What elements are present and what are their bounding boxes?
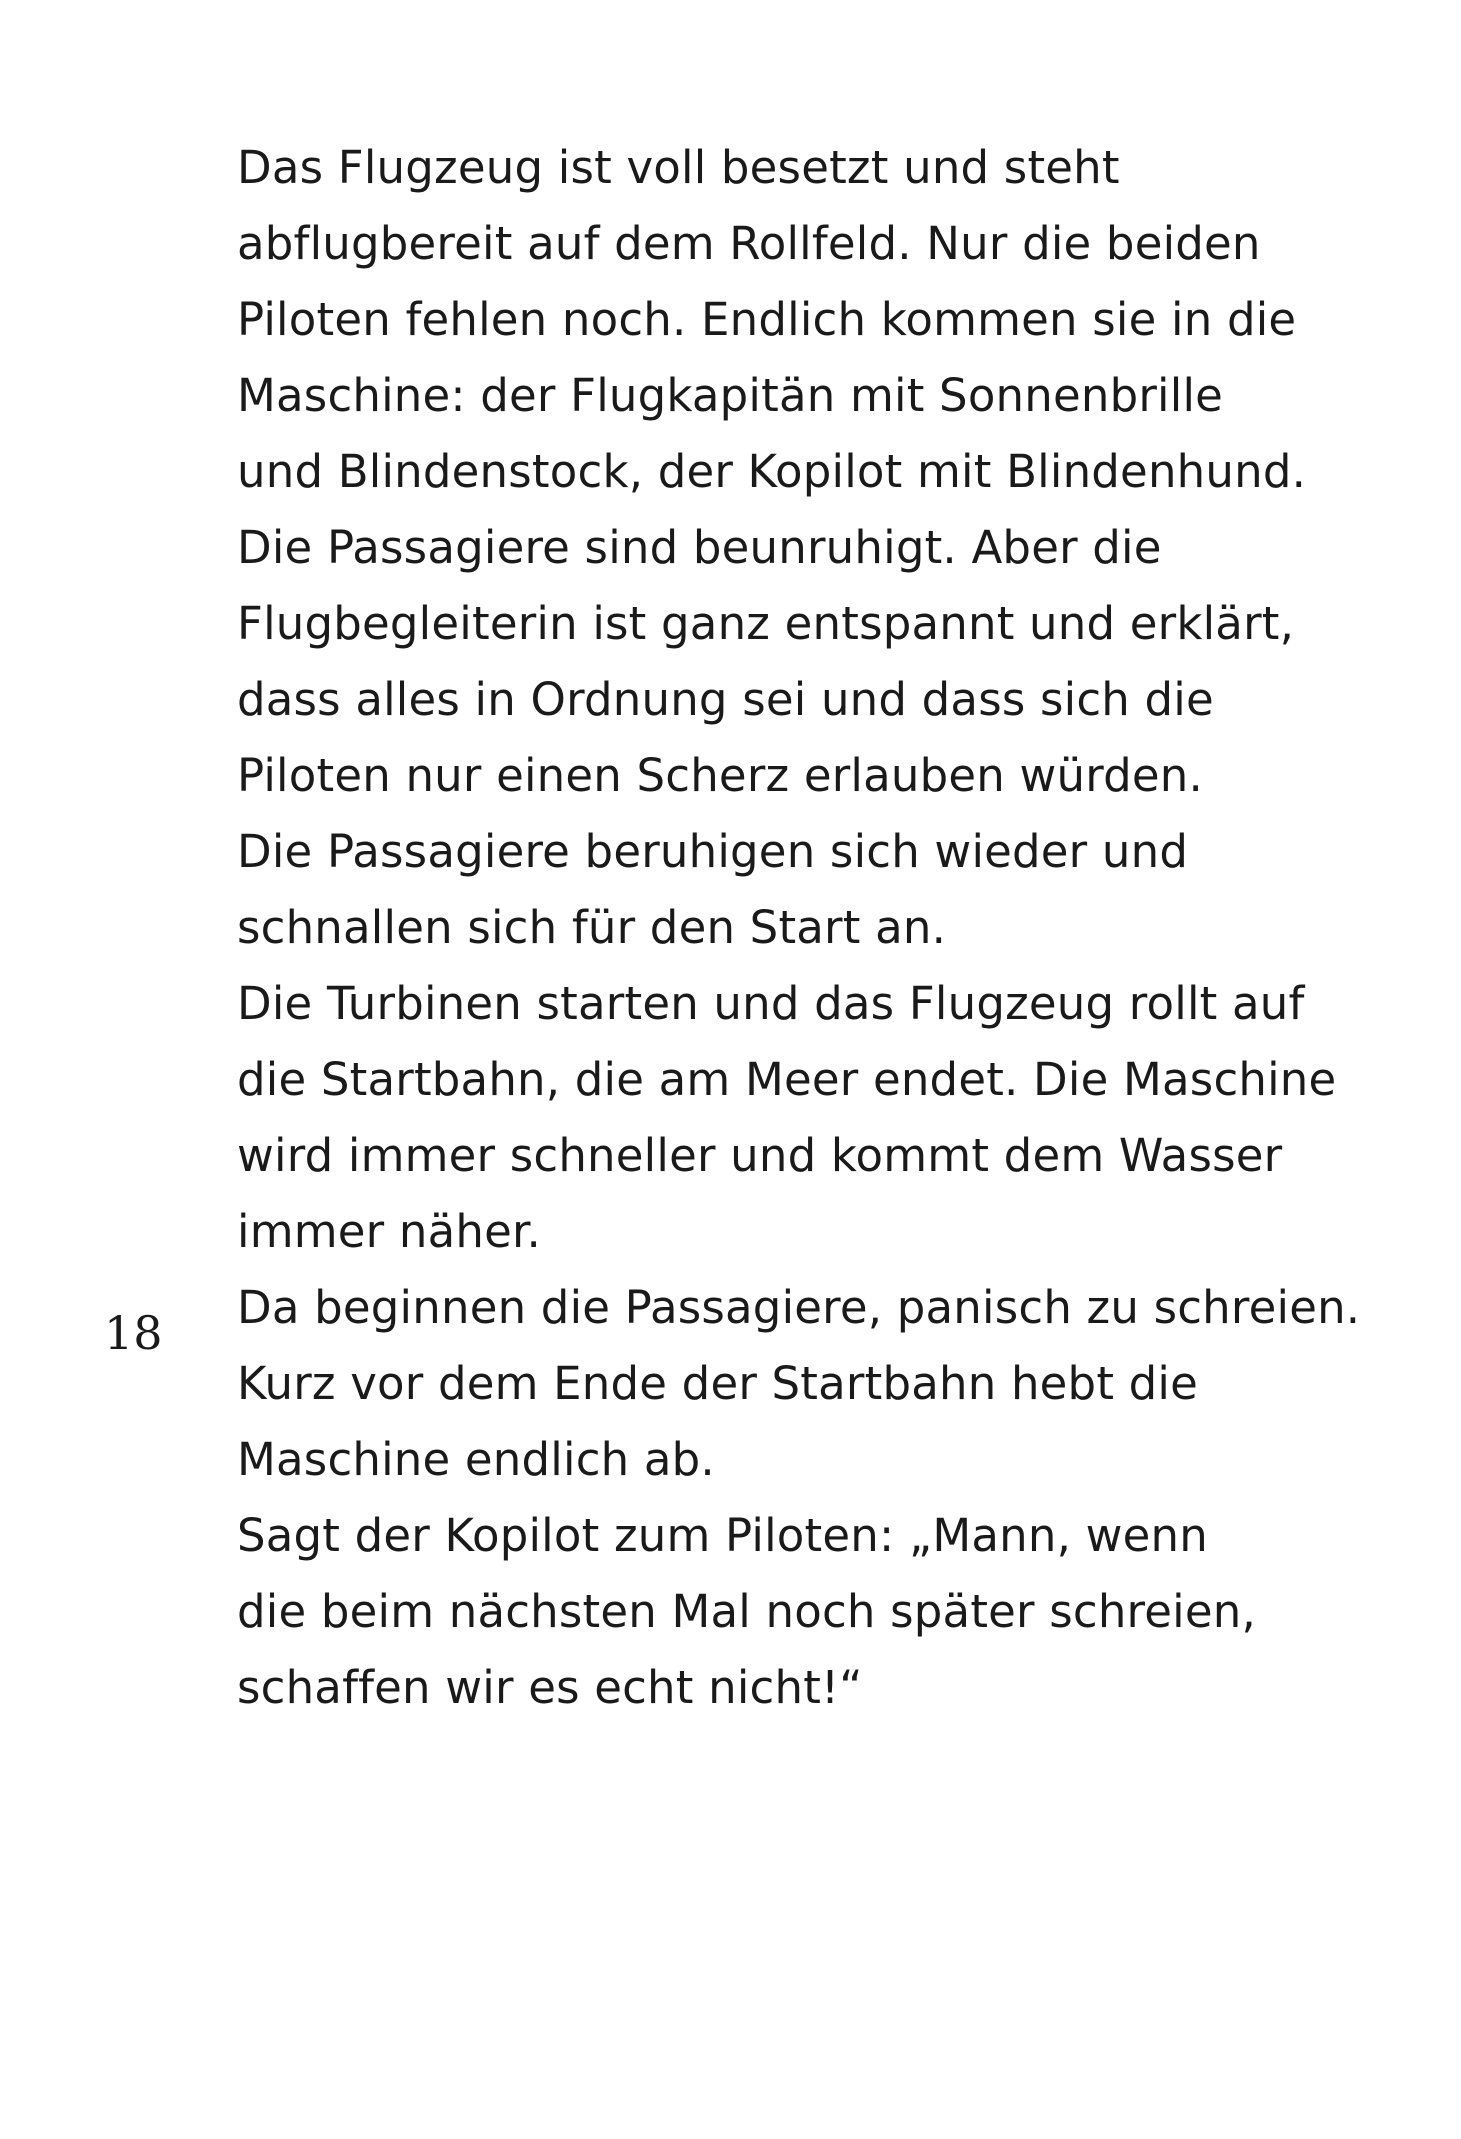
text-line: schnallen sich für den Start an. xyxy=(237,901,947,954)
text-line: die beim nächsten Mal noch später schreien, xyxy=(237,1585,1256,1638)
text-line: und Blindenstock, der Kopilot mit Blindenhund. xyxy=(237,445,1307,498)
text-line: Flugbegleiterin ist ganz entspannt und erklärt, xyxy=(237,597,1295,650)
text-line: Die Passagiere sind beunruhigt. Aber die xyxy=(237,521,1162,574)
text-line: Piloten fehlen noch. Endlich kommen sie in die xyxy=(237,293,1297,346)
text-line: Maschine endlich ab. xyxy=(237,1433,715,1486)
page-number: 18 xyxy=(104,1306,163,1360)
text-line: Sagt der Kopilot zum Piloten: „Mann, wenn xyxy=(237,1509,1208,1562)
text-line: Das Flugzeug ist voll besetzt und steht xyxy=(237,141,1120,194)
text-line: Die Turbinen starten und das Flugzeug rollt auf xyxy=(237,977,1305,1030)
text-line: Da beginnen die Passagiere, panisch zu schreien. xyxy=(237,1281,1361,1334)
text-line: abflugbereit auf dem Rollfeld. Nur die beiden xyxy=(237,217,1261,270)
story-text xyxy=(237,130,1361,1726)
text-line: wird immer schneller und kommt dem Wasser xyxy=(237,1129,1283,1182)
text-line: Piloten nur einen Scherz erlauben würden. xyxy=(237,749,1204,802)
text-line: dass alles in Ordnung sei und dass sich die xyxy=(237,673,1214,726)
text-line: Kurz vor dem Ende der Startbahn hebt die xyxy=(237,1357,1199,1410)
text-line: Maschine: der Flugkapitän mit Sonnenbrille xyxy=(237,369,1224,422)
text-line: schaffen wir es echt nicht!“ xyxy=(237,1661,863,1714)
text-line: immer näher. xyxy=(237,1205,542,1258)
text-line: die Startbahn, die am Meer endet. Die Maschine xyxy=(237,1053,1337,1106)
text-line: Die Passagiere beruhigen sich wieder und xyxy=(237,825,1189,878)
